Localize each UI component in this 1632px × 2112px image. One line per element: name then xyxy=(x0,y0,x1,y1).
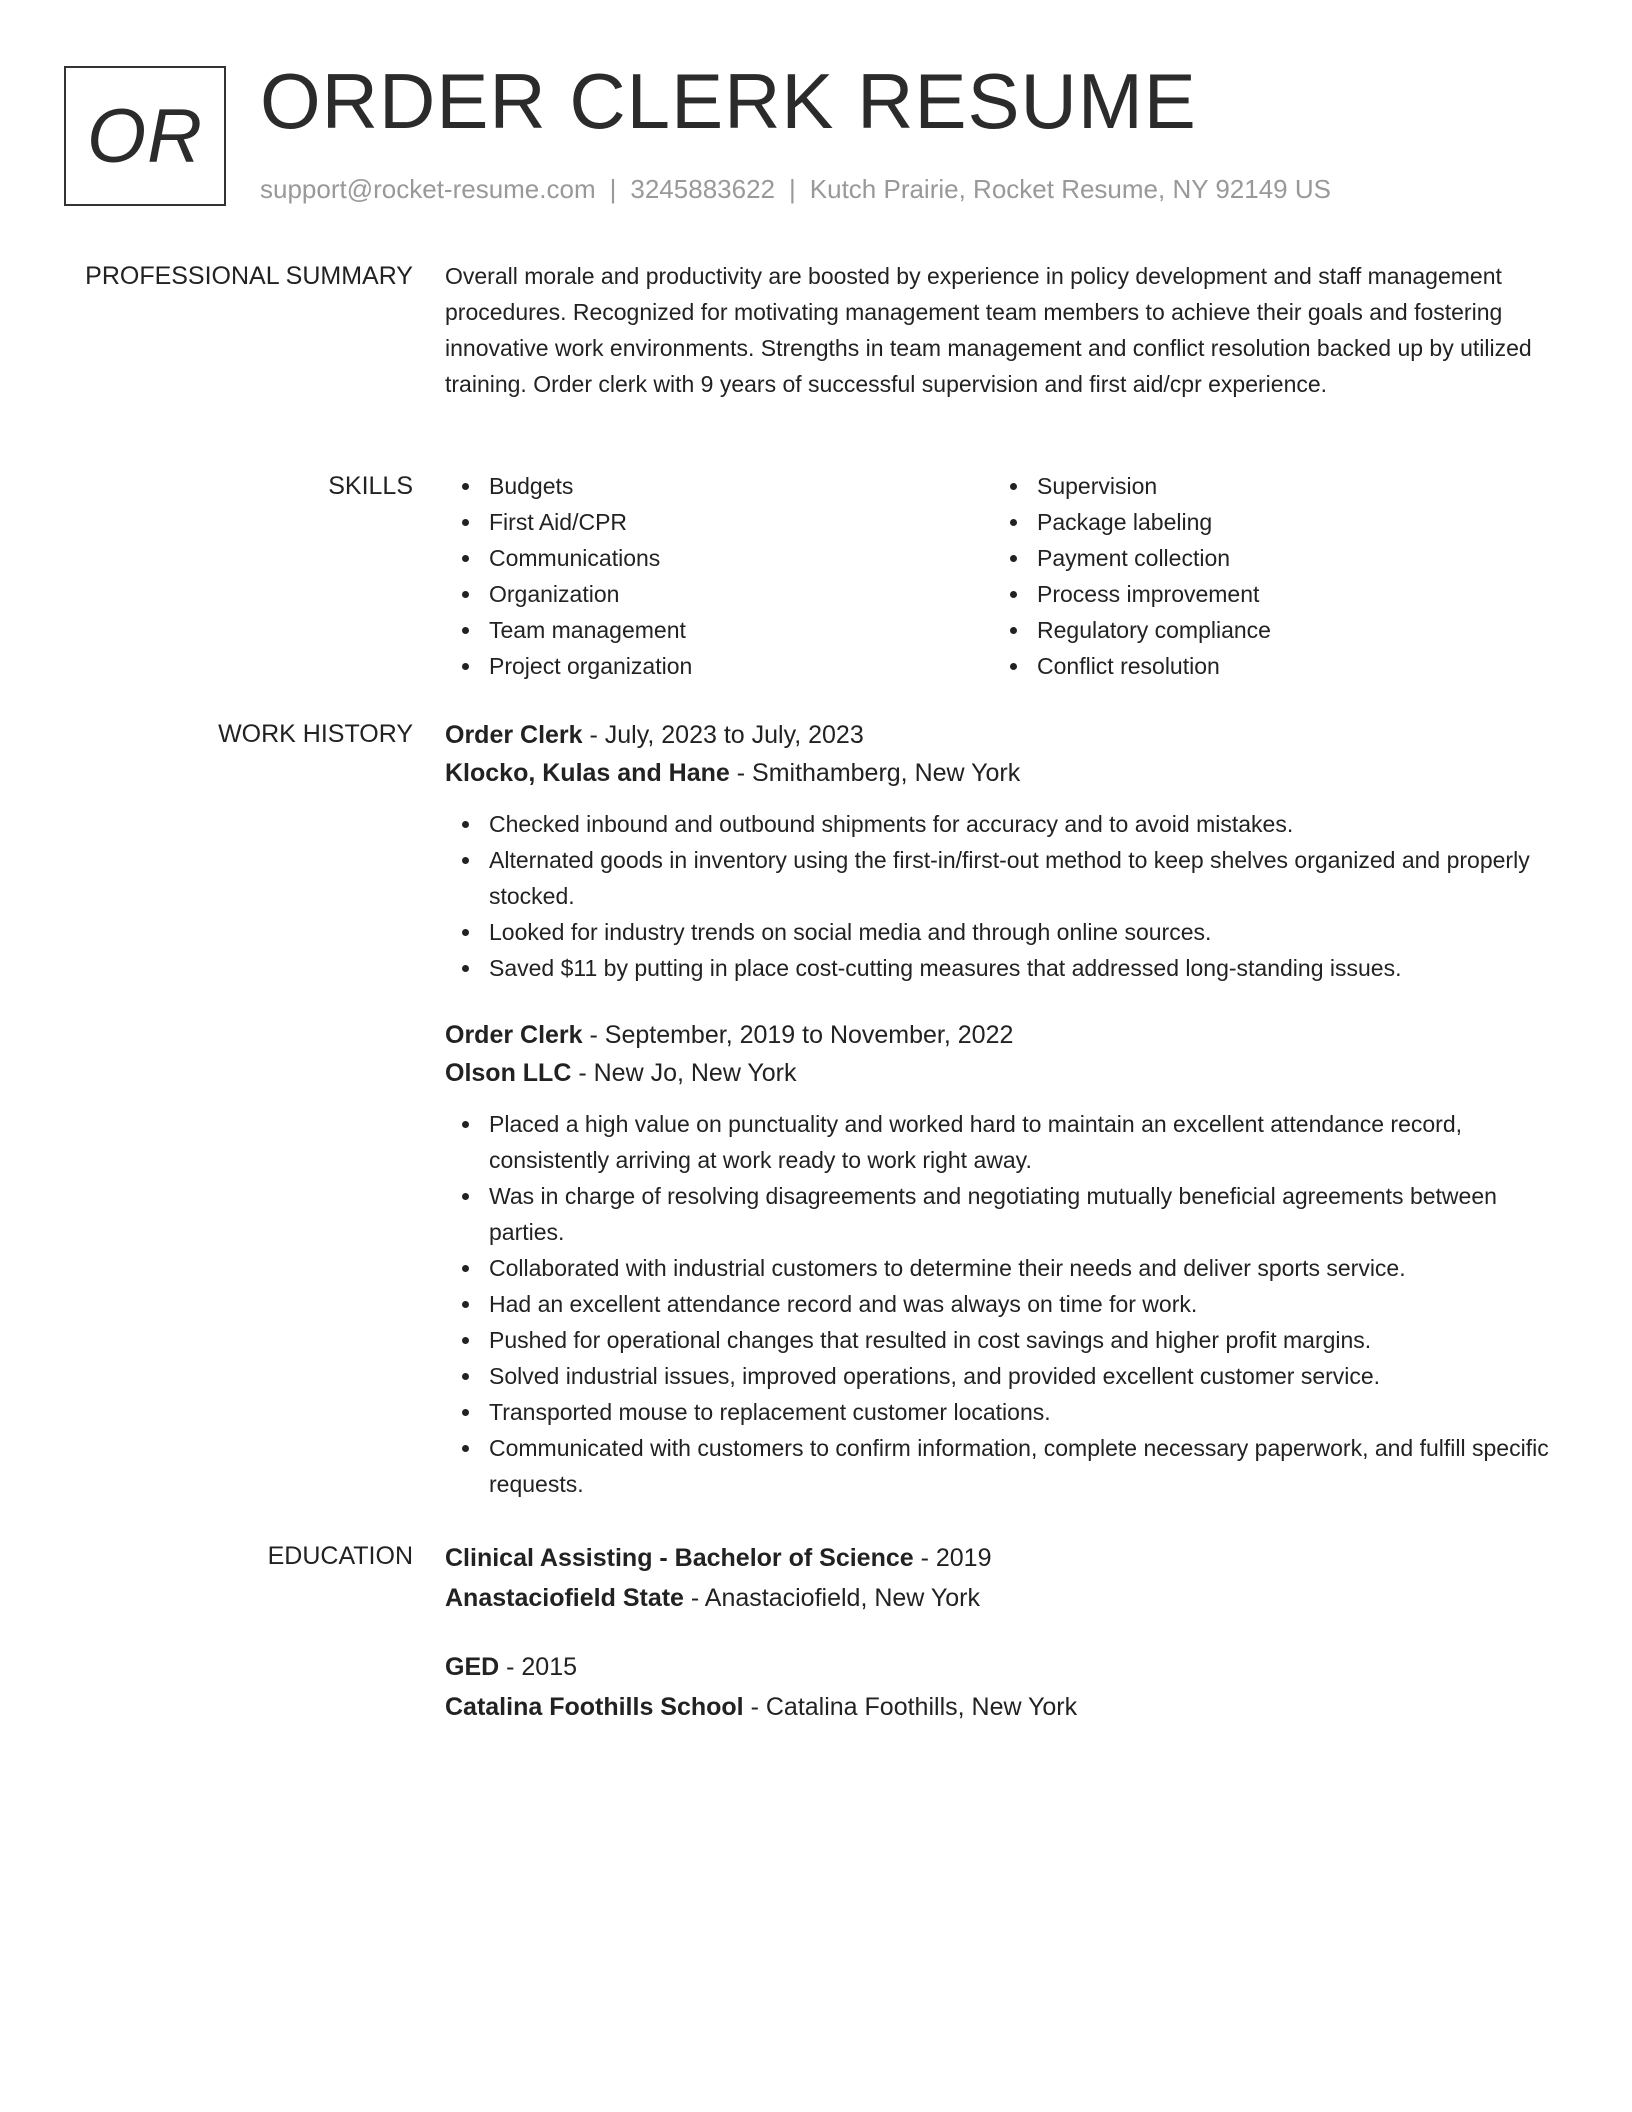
job-location: - New Jo, New York xyxy=(571,1059,797,1087)
summary-text: Overall morale and productivity are boosted by experience in policy development and staff management procedures. Recognized for motivating management team members to achieve their goals and fostering innovative work environments. Strengths in team management and conflict resolution backed up by utilized training. Order clerk with 9 years of successful supervision and first aid/cpr experience. xyxy=(445,263,1532,397)
education-school: Catalina Foothills School xyxy=(445,1693,744,1721)
job-bullet: Collaborated with industrial customers to determine their needs and deliver sports service. xyxy=(489,1250,1570,1286)
skill-item: Budgets xyxy=(489,468,993,504)
job-company-line xyxy=(445,754,1570,792)
contact-separator: | xyxy=(609,174,617,204)
skills-column-left xyxy=(445,468,993,684)
job-dates: - September, 2019 to November, 2022 xyxy=(582,1021,1014,1049)
education-entry xyxy=(445,1538,1570,1618)
skill-item: Process improvement xyxy=(1037,576,1541,612)
skill-item: Communications xyxy=(489,540,993,576)
skill-item: Organization xyxy=(489,576,993,612)
skill-item: Project organization xyxy=(489,648,993,684)
job-bullet: Saved $11 by putting in place cost-cutting measures that addressed long-standing issues. xyxy=(489,950,1570,986)
contact-address: Kutch Prairie, Rocket Resume, NY 92149 US xyxy=(809,174,1331,204)
job-title-line xyxy=(445,716,1570,754)
contact-phone[interactable]: 3245883622 xyxy=(630,174,775,204)
education-degree: GED xyxy=(445,1653,500,1681)
education-degree-line xyxy=(445,1647,1570,1687)
section-heading: EDUCATION xyxy=(267,1542,413,1570)
education-school: Anastaciofield State xyxy=(445,1584,684,1612)
education-year: - 2019 xyxy=(913,1544,992,1572)
page-title: ORDER CLERK RESUME xyxy=(260,57,1197,145)
job-title: Order Clerk xyxy=(445,721,583,749)
section-heading: WORK HISTORY xyxy=(218,720,413,748)
skill-item: Team management xyxy=(489,612,993,648)
skill-item: Package labeling xyxy=(1037,504,1541,540)
job-entry xyxy=(445,1016,1570,1502)
job-bullet: Placed a high value on punctuality and worked hard to maintain an excellent attendance record, consistently arriving at work ready to work right away. xyxy=(489,1106,1570,1178)
job-company: Olson LLC xyxy=(445,1059,572,1087)
skills-body xyxy=(445,468,1570,684)
job-dates: - July, 2023 to July, 2023 xyxy=(582,721,864,749)
skills-column-right xyxy=(993,468,1541,684)
job-title-line xyxy=(445,1016,1570,1054)
section-heading: PROFESSIONAL SUMMARY xyxy=(85,262,413,290)
work-history-body xyxy=(445,716,1570,1502)
skill-item: Payment collection xyxy=(1037,540,1541,576)
job-entry xyxy=(445,716,1570,986)
skill-item: Regulatory compliance xyxy=(1037,612,1541,648)
education-location: - Anastaciofield, New York xyxy=(683,1584,980,1612)
education-entry xyxy=(445,1647,1570,1727)
education-degree-line xyxy=(445,1538,1570,1578)
summary-body xyxy=(445,258,1570,402)
education-school-line xyxy=(445,1687,1570,1727)
job-bullet: Communicated with customers to confirm information, complete necessary paperwork, and fulfill specific requests. xyxy=(489,1430,1570,1502)
monogram-badge xyxy=(64,66,226,206)
education-year: - 2015 xyxy=(499,1653,578,1681)
contact-email[interactable]: support@rocket-resume.com xyxy=(260,174,596,204)
job-location: - Smithamberg, New York xyxy=(729,759,1021,787)
job-bullet: Checked inbound and outbound shipments for accuracy and to avoid mistakes. xyxy=(489,806,1570,842)
contact-line xyxy=(260,172,1331,206)
skill-item: First Aid/CPR xyxy=(489,504,993,540)
education-school-line xyxy=(445,1578,1570,1618)
skill-item: Conflict resolution xyxy=(1037,648,1541,684)
job-bullet: Pushed for operational changes that resulted in cost savings and higher profit margins. xyxy=(489,1322,1570,1358)
job-bullet: Solved industrial issues, improved operations, and provided excellent customer service. xyxy=(489,1358,1570,1394)
job-bullet: Was in charge of resolving disagreements and negotiating mutually beneficial agreements between parties. xyxy=(489,1178,1570,1250)
contact-separator: | xyxy=(789,174,796,204)
skill-item: Supervision xyxy=(1037,468,1541,504)
monogram-initials: OR xyxy=(87,93,203,179)
job-bullet: Transported mouse to replacement customer locations. xyxy=(489,1394,1570,1430)
education-location: - Catalina Foothills, New York xyxy=(743,1693,1078,1721)
job-bullet: Looked for industry trends on social media and through online sources. xyxy=(489,914,1570,950)
job-bullet: Had an excellent attendance record and was always on time for work. xyxy=(489,1286,1570,1322)
education-body xyxy=(445,1538,1570,1727)
job-title: Order Clerk xyxy=(445,1021,583,1049)
section-heading: SKILLS xyxy=(328,472,413,500)
job-company: Klocko, Kulas and Hane xyxy=(445,759,730,787)
job-bullet: Alternated goods in inventory using the first-in/first-out method to keep shelves organized and properly stocked. xyxy=(489,842,1570,914)
education-degree: Clinical Assisting - Bachelor of Science xyxy=(445,1544,914,1572)
job-company-line xyxy=(445,1054,1570,1092)
